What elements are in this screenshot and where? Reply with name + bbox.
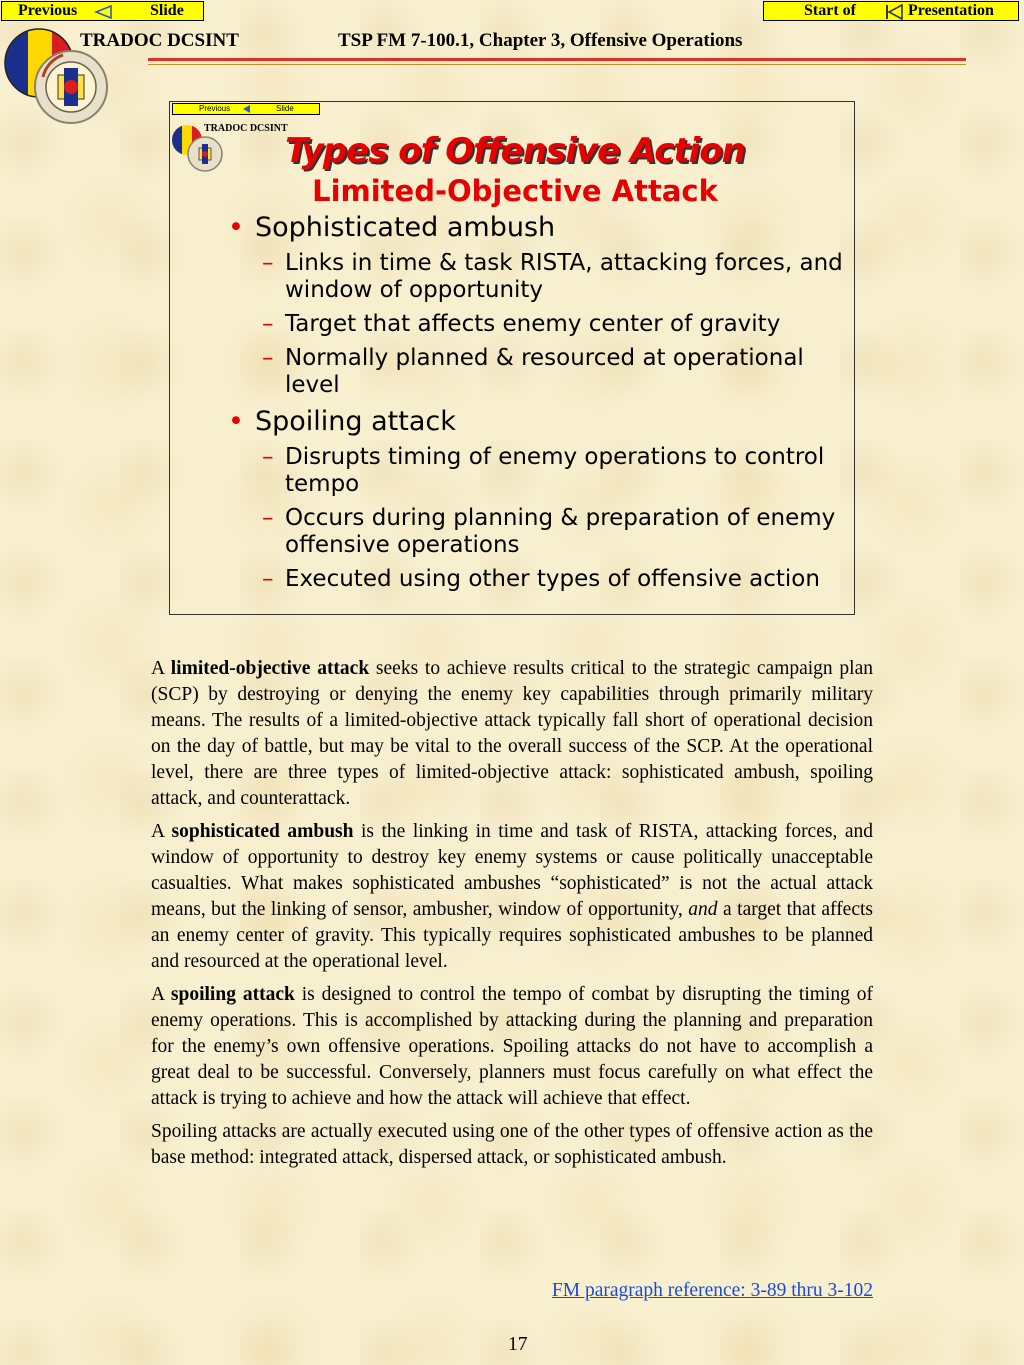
page-number: 17 bbox=[508, 1334, 528, 1355]
dash-icon: – bbox=[262, 505, 274, 531]
bullet-text: Spoiling attack bbox=[255, 406, 456, 437]
sub-bullet-item bbox=[225, 566, 845, 593]
dash-icon: – bbox=[262, 250, 274, 276]
slide-subtitle: Limited-Objective Attack bbox=[312, 174, 718, 208]
dash-icon: – bbox=[262, 311, 274, 337]
term-bold: sophisticated ambush bbox=[171, 821, 354, 842]
sub-bullet-item bbox=[225, 250, 845, 304]
fm-reference-link[interactable]: FM paragraph reference: 3-89 thru 3-102 bbox=[551, 1280, 873, 1301]
bullet-dot-icon: • bbox=[228, 212, 244, 243]
text-emphasis: and bbox=[688, 899, 718, 920]
slide-label[interactable]: Slide bbox=[150, 2, 184, 19]
mini-org-label: TRADOC DCSINT bbox=[204, 123, 288, 134]
paragraph bbox=[151, 656, 873, 812]
bullet-dot-icon: • bbox=[228, 406, 244, 437]
sub-bullet-text: Normally planned & resourced at operational level bbox=[285, 345, 804, 398]
header-title: TSP FM 7-100.1, Chapter 3, Offensive Operations bbox=[338, 30, 743, 51]
text-run: A bbox=[151, 984, 171, 1005]
mini-back-arrow-icon bbox=[243, 105, 251, 115]
text-run: is designed to control the tempo of combat by disrupting the timing of enemy operations. This is accomplished by attacking during the planning and preparation for the enemy’s own offensive operations. Spoiling attacks do not have to accomplish a great deal to be successful. Conversely, planners must focus carefully on what effect the attack is trying to achieve and how the attack will achieve that effect. bbox=[151, 984, 873, 1109]
text-run: seeks to achieve results critical to the strategic campaign plan (SCP) by destroying or denying the enemy key capabilities through primarily military means. The results of a limited-objective attack typically fall short of operational decision on the day of battle, but may be vital to the overall success of the SCP. At the operational level, there are three types of limited-objective attack: sophisticated ambush, spoiling attack, and counterattack. bbox=[151, 658, 873, 809]
sub-bullet-item bbox=[225, 505, 845, 559]
text-run: a target that affects an enemy center of gravity. This typically requires sophisticated ambushes to be planned and resourced at the operational level. bbox=[151, 899, 874, 972]
previous-slide-nav[interactable] bbox=[1, 1, 204, 21]
presentation-label[interactable]: Presentation bbox=[908, 2, 994, 19]
paragraph bbox=[151, 819, 873, 975]
sub-bullet-item bbox=[225, 444, 845, 498]
paragraph: Spoiling attacks are actually executed using one of the other types of offensive action as the base method: integrated attack, dispersed attack, or sophisticated ambush. bbox=[151, 1121, 873, 1168]
bullet-item bbox=[225, 212, 845, 244]
text-run: is the linking in time and task of RISTA, attacking forces, and window of opportunity to destroy key enemy systems or cause politically unacceptable casualties. What makes sophisticated ambushes “sophisticated” is not the actual attack means, but the linking of sensor, ambusher, window of opportunity, bbox=[151, 821, 873, 920]
slide-image bbox=[169, 101, 855, 615]
slide-title: Types of Offensive Action bbox=[285, 131, 745, 171]
text-run: A bbox=[151, 821, 172, 842]
sub-bullet-text: Target that affects enemy center of gravity bbox=[285, 311, 781, 337]
notes-body bbox=[151, 656, 873, 1178]
first-slide-icon[interactable] bbox=[885, 4, 903, 25]
text-run: A bbox=[151, 658, 171, 679]
sub-bullet-text: Executed using other types of offensive action bbox=[285, 566, 820, 592]
paragraph bbox=[151, 982, 873, 1112]
term-bold: spoiling attack bbox=[170, 984, 295, 1005]
sub-bullet-text: Links in time & task RISTA, attacking forces, and window of opportunity bbox=[285, 250, 843, 303]
header-org: TRADOC DCSINT bbox=[80, 30, 239, 51]
bullet-text: Sophisticated ambush bbox=[255, 212, 556, 243]
header-rule-thin bbox=[148, 64, 966, 65]
dash-icon: – bbox=[262, 566, 274, 592]
bullet-item bbox=[225, 406, 845, 438]
sub-bullet-item bbox=[225, 311, 845, 338]
previous-label[interactable]: Previous bbox=[18, 2, 78, 19]
start-of-label[interactable]: Start of bbox=[804, 2, 856, 19]
dash-icon: – bbox=[262, 345, 274, 371]
start-of-presentation-nav[interactable] bbox=[763, 1, 1019, 21]
mini-slide-label: Slide bbox=[276, 104, 294, 113]
header-rule bbox=[148, 58, 966, 61]
sub-bullet-item bbox=[225, 345, 845, 399]
term-bold: limited-objective attack bbox=[170, 658, 370, 679]
mini-previous-label: Previous bbox=[199, 104, 231, 113]
sub-bullet-text: Occurs during planning & preparation of enemy offensive operations bbox=[285, 505, 836, 558]
back-arrow-icon[interactable] bbox=[94, 5, 112, 24]
mini-nav bbox=[172, 103, 320, 115]
dash-icon: – bbox=[262, 444, 274, 470]
sub-bullet-text: Disrupts timing of enemy operations to control tempo bbox=[285, 444, 825, 497]
bullet-list bbox=[225, 212, 845, 600]
